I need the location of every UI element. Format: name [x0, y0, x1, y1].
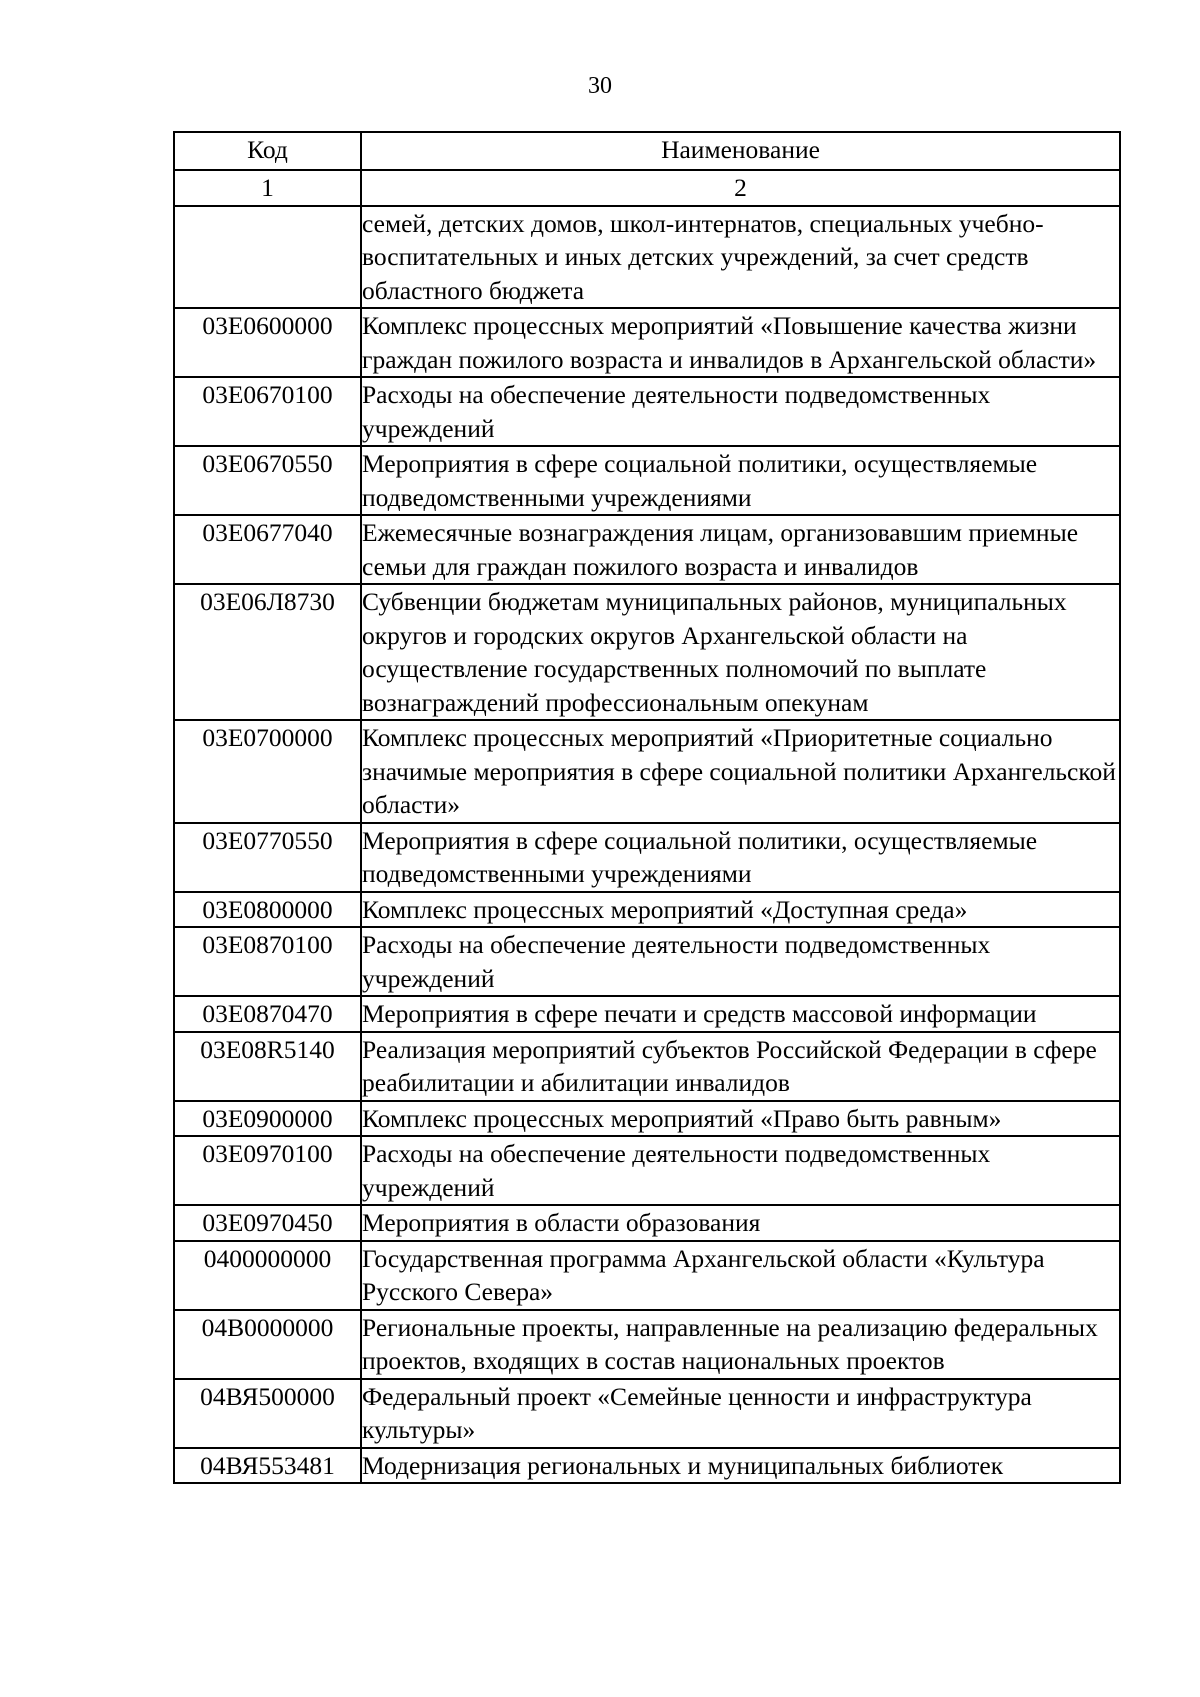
- row-code: 03Е0870100: [174, 927, 361, 996]
- row-name: Региональные проекты, направленные на реализацию федеральных проектов, входящих в состав национальных проектов: [361, 1310, 1120, 1379]
- table-row: [174, 823, 1120, 892]
- row-name: Ежемесячные вознаграждения лицам, организовавшим приемные семьи для граждан пожилого возраста и инвалидов: [361, 515, 1120, 584]
- row-code: 03Е06Л8730: [174, 584, 361, 720]
- table-row: [174, 1448, 1120, 1484]
- row-code: 03Е0870470: [174, 996, 361, 1032]
- table-row: [174, 377, 1120, 446]
- header-code: Код: [174, 132, 361, 170]
- row-code: 03Е0600000: [174, 308, 361, 377]
- row-code: 03Е0670100: [174, 377, 361, 446]
- row-code: 03Е0670550: [174, 446, 361, 515]
- row-name: Мероприятия в сфере социальной политики, осуществляемые подведомственными учреждениями: [361, 823, 1120, 892]
- table-row: [174, 308, 1120, 377]
- table-row: [174, 720, 1120, 823]
- table-row: [174, 996, 1120, 1032]
- page-number: 30: [588, 73, 612, 99]
- budget-codes-table: [173, 131, 1121, 1484]
- table-row: [174, 584, 1120, 720]
- row-code: 03Е0677040: [174, 515, 361, 584]
- row-code: 04ВЯ553481: [174, 1448, 361, 1484]
- row-code: 04В0000000: [174, 1310, 361, 1379]
- header-name: Наименование: [361, 132, 1120, 170]
- table-column-number-row: [174, 170, 1120, 206]
- column-number-code: 1: [174, 170, 361, 206]
- row-code: 03Е0770550: [174, 823, 361, 892]
- row-code: 03Е08R5140: [174, 1032, 361, 1101]
- table-row: [174, 1310, 1120, 1379]
- row-code: 03Е0800000: [174, 892, 361, 928]
- row-code: 03Е0970450: [174, 1205, 361, 1241]
- table-row: [174, 927, 1120, 996]
- row-name: Модернизация региональных и муниципальных библиотек: [361, 1448, 1120, 1484]
- row-name: Комплекс процессных мероприятий «Повышение качества жизни граждан пожилого возраста и инвалидов в Архангельской области»: [361, 308, 1120, 377]
- table-row: [174, 1241, 1120, 1310]
- row-name: Расходы на обеспечение деятельности подведомственных учреждений: [361, 377, 1120, 446]
- table-row: [174, 446, 1120, 515]
- row-code: 04ВЯ500000: [174, 1379, 361, 1448]
- row-code: 0400000000: [174, 1241, 361, 1310]
- table-row: [174, 892, 1120, 928]
- row-code: [174, 206, 361, 309]
- row-name: Мероприятия в сфере печати и средств массовой информации: [361, 996, 1120, 1032]
- table-row: [174, 1136, 1120, 1205]
- row-name: Субвенции бюджетам муниципальных районов, муниципальных округов и городских округов Архангельской области на осуществление государственных полномочий по выплате вознаграждений профессиональным опекунам: [361, 584, 1120, 720]
- row-name: Мероприятия в области образования: [361, 1205, 1120, 1241]
- row-name: Реализация мероприятий субъектов Российской Федерации в сфере реабилитации и абилитации инвалидов: [361, 1032, 1120, 1101]
- row-name: Расходы на обеспечение деятельности подведомственных учреждений: [361, 927, 1120, 996]
- row-code: 03Е0700000: [174, 720, 361, 823]
- column-number-name: 2: [361, 170, 1120, 206]
- row-name: семей, детских домов, школ-интернатов, специальных учебно-воспитательных и иных детских учреждений, за счет средств областного бюджета: [361, 206, 1120, 309]
- row-name: Расходы на обеспечение деятельности подведомственных учреждений: [361, 1136, 1120, 1205]
- row-name: Мероприятия в сфере социальной политики, осуществляемые подведомственными учреждениями: [361, 446, 1120, 515]
- table-row: [174, 1101, 1120, 1137]
- row-name: Комплекс процессных мероприятий «Приоритетные социально значимые мероприятия в сфере социальной политики Архангельской области»: [361, 720, 1120, 823]
- row-name: Федеральный проект «Семейные ценности и инфраструктура культуры»: [361, 1379, 1120, 1448]
- table-row: [174, 206, 1120, 309]
- table-row: [174, 1205, 1120, 1241]
- row-name: Комплекс процессных мероприятий «Доступная среда»: [361, 892, 1120, 928]
- table-header-row: [174, 132, 1120, 170]
- table-row: [174, 515, 1120, 584]
- row-name: Государственная программа Архангельской области «Культура Русского Севера»: [361, 1241, 1120, 1310]
- table-row: [174, 1379, 1120, 1448]
- row-code: 03Е0900000: [174, 1101, 361, 1137]
- row-name: Комплекс процессных мероприятий «Право быть равным»: [361, 1101, 1120, 1137]
- table-row: [174, 1032, 1120, 1101]
- row-code: 03Е0970100: [174, 1136, 361, 1205]
